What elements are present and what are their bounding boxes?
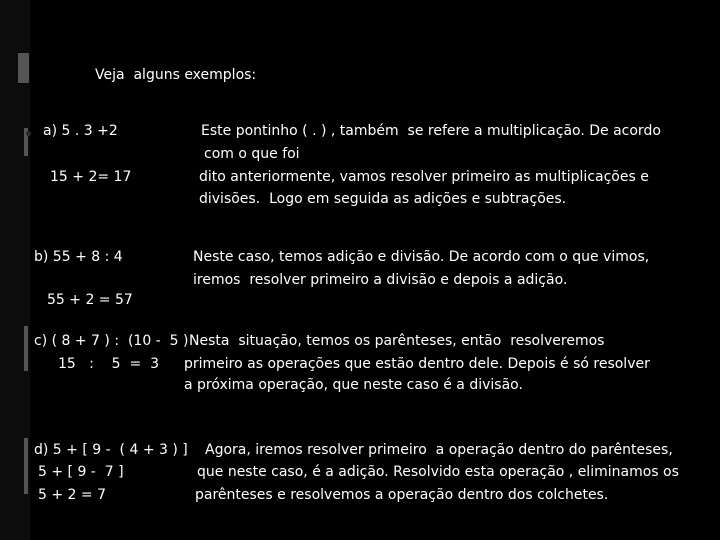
intro-text: Veja alguns exemplos: [95, 67, 257, 83]
example-b-explanation-1: Neste caso, temos adição e divisão. De acordo com o que vimos, [193, 249, 650, 265]
title-accent-bar [18, 53, 29, 83]
example-a-explanation-2: com o que foi [204, 146, 300, 162]
example-b-result: 55 + 2 = 57 [47, 292, 133, 308]
example-d-explanation-3: parênteses e resolvemos a operação dentro dos colchetes. [195, 487, 609, 503]
example-a-explanation-1: Este pontinho ( . ) , também se refere a multiplicação. De acordo [201, 123, 661, 139]
example-c-expression: c) ( 8 + 7 ) : (10 - 5 ) [34, 333, 189, 349]
example-a-expression: a) 5 . 3 +2 [43, 123, 118, 139]
example-c-result: 15 : 5 = 3 [58, 356, 160, 372]
example-a-explanation-4: divisões. Logo em seguida as adições e subtrações. [199, 191, 567, 207]
side-accent-4 [24, 438, 28, 494]
example-d-explanation-1: Agora, iremos resolver primeiro a operação dentro do parênteses, [205, 442, 673, 458]
example-b-explanation-2: iremos resolver primeiro a divisão e depois a adição. [193, 272, 568, 288]
example-c-explanation-3: a próxima operação, que neste caso é a divisão. [184, 377, 523, 393]
example-d-expression: d) 5 + [ 9 - ( 4 + 3 ) ] [34, 442, 188, 458]
example-a-result: 15 + 2= 17 [50, 169, 132, 185]
bullet-dot [26, 131, 31, 136]
example-d-step: 5 + [ 9 - 7 ] [38, 464, 124, 480]
example-c-explanation-2: primeiro as operações que estão dentro dele. Depois é só resolver [184, 356, 650, 372]
example-d-explanation-2: que neste caso, é a adição. Resolvido esta operação , eliminamos os [197, 464, 679, 480]
example-a-explanation-3: dito anteriormente, vamos resolver primeiro as multiplicações e [199, 169, 649, 185]
example-d-result: 5 + 2 = 7 [38, 487, 106, 503]
example-c-explanation-1: Nesta situação, temos os parênteses, então resolveremos [189, 333, 605, 349]
example-b-expression: b) 55 + 8 : 4 [34, 249, 123, 265]
side-accent-3 [24, 349, 28, 371]
